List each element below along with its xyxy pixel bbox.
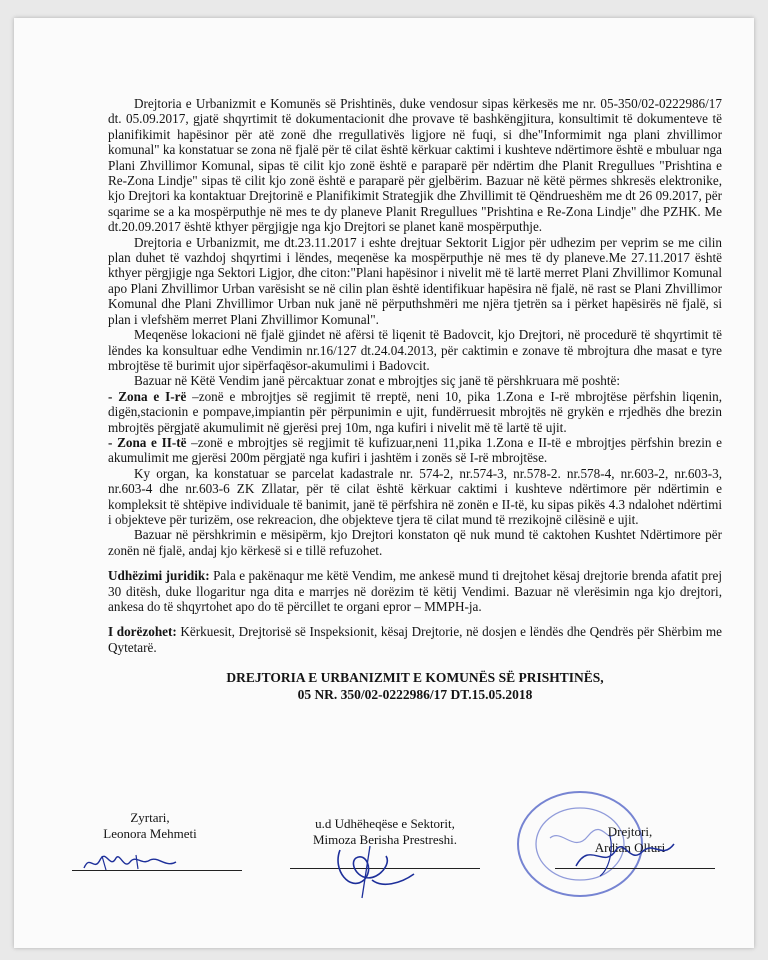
paragraph-delivered-to [108,624,722,655]
paragraph-zone-one [108,389,722,435]
signature-sector-head-handwriting [310,840,430,900]
delivered-to-text: Kërkuesit, Drejtorisë së Inspeksionit, kësaj Drejtorie, në dosjen e lëndës dhe Qendrës për Shërbim me Qytetarë. [108,624,722,655]
signature-official-handwriting [80,850,190,874]
zone-two-label: - Zona e II-të [108,434,187,450]
paragraph-zone-two [108,435,722,466]
paragraph-badovc: Meqenëse lokacioni në fjalë gjindet në afërsi të liqenit të Badovcit, kjo Drejtori, në procedurë të shqyrtimit të lëndes ka konsultuar edhe Vendimin nr.16/127 dt.24.04.2013, për caktimin e zonave të mbrojtura dhe masat e tyre mbrojtëse të burimit ujor sipërfaqësor-akumulimi i Badovcit. [108,327,722,373]
zone-one-text: –zonë e mbrojtjes së regjimit të rreptë, neni 10, pika 1.Zona e I-rë mbrojtëse përfshin liqenin, digën,stacionin e pompave,impiantin për përpunimin e ujit, fundërruesit mbrojtës në grykën e rrjedhës dhe brezin mbrojtës përgjatë akumulimit në gjerësi prej 10m, nga kufiri i nivelit më të lartë të ujit. [108,388,722,435]
signature-director-title: Drejtori, [607,824,653,839]
zone-two-text: –zonë e mbrojtjes së regjimit të kufizuar,neni 11,pika 1.Zona e II-të e mbrojtjes përfshin brezin e akumulimit me gjerësi 200m përgjatë nga kufiri i jashtëm i zonës së I-rë mbrojtëse. [108,434,722,466]
footer-reference: 05 NR. 350/02-0222986/17 DT.15.05.2018 [297,687,533,703]
paragraph-legal-instruction [108,568,722,614]
paragraph-intro: Drejtoria e Urbanizmit e Komunës së Prishtinës, duke vendosur sipas kërkesës me nr. 05-350/02-0222986/17 dt. 05.09.2017, gjatë shqyrtimit të dokumentacionit dhe provave të bashkëngjitura, konsultimit të dokumenteve të planifikimit hapësinor për atë zonë dhe rregullativës ligjore në fuqi, si dhe"Informimit nga plani zhvillimor komunal" ka konstatuar se zona në fjalë për të cilat është kërkuar caktimi i kushteve ndërtimore është e mbuluar nga Plani Zhvillimor Komunal, sipas të cilit kjo zonë është e paraparë për ndërtim dhe Planit Rregullues "Prishtina e Re-Zona Lindje" sipas të cilit kjo zonë është e paraparë për gjelbërim. Bazuar në këtë përmes shkresës elektronike, kjo Drejtori ka kontaktuar Drejtorinë e Planifikimit Strategjik dhe Zhvillimit të Qëndrueshëm me dt 26 09.2017, për sqarime se a ka mospërputhje në mes te dy planeve Planit Rregullues "Prishtina e Re-Zona Lindje" dhe PZHK. Me dt.20.09.2017 është kthyer përgjigje nga kjo Drejtori se planet kanë mospërputhje. [108,96,722,235]
signature-official [60,810,240,842]
signature-official-name: Leonora Mehmeti [103,826,197,841]
signature-block [60,810,740,920]
signature-official-title: Zyrtari, [130,810,170,825]
footer-organization: DREJTORIA E URBANIZMIT E KOMUNËS SË PRISHTINËS, [226,670,604,686]
signature-sector-head-title: u.d Udhëheqëse e Sektorit, [315,816,455,831]
delivered-to-label: I dorëzohet: [108,624,177,640]
signature-director-name: Ardian Olluri [594,840,666,855]
zone-one-label: - Zona e I-rë [108,388,187,404]
paragraph-legal-sector: Drejtoria e Urbanizmit, me dt.23.11.2017 i eshte drejtuar Sektorit Ligjor për udhezim per veprim se me cilin plan duhet të vazhdoj shqyrtimi i lëndes, meqenëse ka mospërputhje në mes të dy planeve.Me 27.11.2017 është kthyer përgjigje nga Sektori Ligjor, dhe citon:"Plani hapësinor i nivelit më të lartë merret Plani Zhvillimor Komunal apo Plani Zhvillimor Urban varësisht se në cilin plan është identifikuar hapësira në fjalë, në rast se Plani Zhvillimor Komunal dhe Plani Zhvillimor Urban nuk janë në përputhshmëri me njëra tjetrën sa i përket hapësirës në fjalë, si plan i vlefshëm merret Plani Zhvillimor Komunal". [108,234,722,327]
paragraph-refusal: Bazuar në përshkrimin e mësipërm, kjo Drejtori konstaton që nuk mund të caktohen Kushtet Ndërtimore për zonën në fjalë, andaj kjo kërkesë si e tillë refuzohet. [108,527,722,558]
legal-instruction-label: Udhëzimi juridik: [108,568,210,584]
document-body [108,96,722,703]
signature-sector-head-name: Mimoza Berisha Prestreshi. [312,832,458,847]
signature-director-handwriting [570,830,680,880]
paragraph-parcels: Ky organ, ka konstatuar se parcelat kadastrale nr. 574-2, nr.574-3, nr.578-2. nr.578-4, nr.603-2, nr.603-3, nr.603-4 dhe nr.603-6 ZK Zllatar, për të cilat është kërkuar caktimi i kushteve ndërtimore për ndërtimin e kompleksit të shtëpive individuale të banimit, janë të përfshira në zonën e II-të, ku sipas pikës 4.3 ndalohet ndërtimi i objekteve për turizëm, ose rekreacion, dhe objekteve tjera të cilat mund të rrezikojnë cilësinë e ujit. [108,465,722,527]
paragraph-zones-intro: Bazuar në Këtë Vendim janë përcaktuar zonat e mbrojtjes siç janë të përshkruara më poshtë: [134,373,621,389]
legal-instruction-text: Pala e pakënaqur me këtë Vendim, me ankesë mund ti drejtohet kësaj drejtorie brenda afatit prej 30 ditësh, duke llogaritur nga dita e marrjes në dorëzim të këtij Vendimi. Bazuar në vlerësimin nga kjo drejtori, ankesa do të shqyrtohet apo do të përcillet te organi epror – MMPH-ja. [108,568,722,614]
